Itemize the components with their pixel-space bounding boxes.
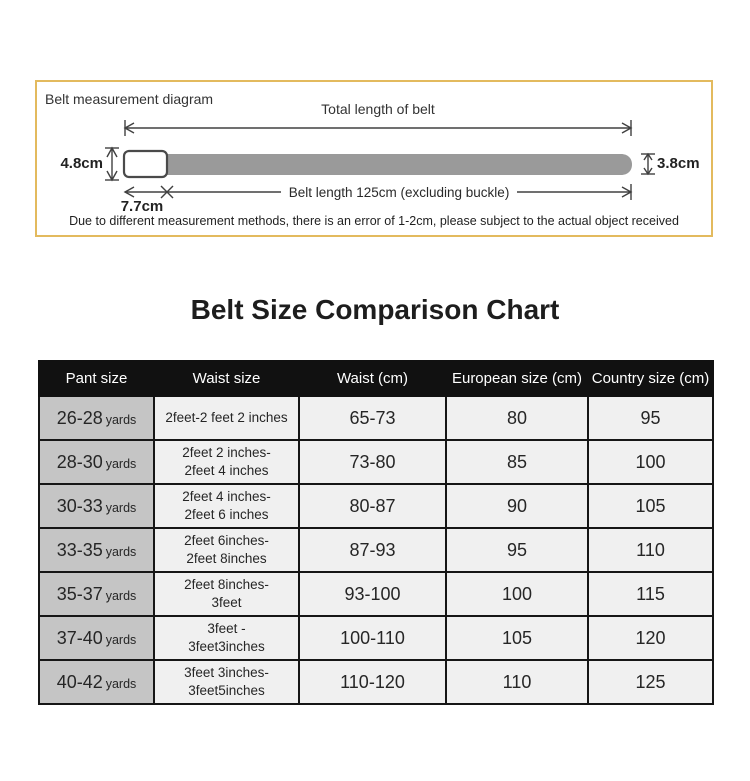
waist-size-cell bbox=[154, 660, 299, 704]
country-size-cell: 100 bbox=[588, 440, 713, 484]
waist-cm-cell: 80-87 bbox=[299, 484, 446, 528]
pant-size-value: 35-37 bbox=[56, 583, 103, 604]
waist-size-line: 3feet3inches bbox=[188, 639, 265, 654]
european-size-cell: 105 bbox=[446, 616, 588, 660]
header-country-size: Country size (cm) bbox=[588, 361, 713, 396]
european-size-cell: 80 bbox=[446, 396, 588, 440]
european-size-cell: 110 bbox=[446, 660, 588, 704]
waist-size-line: 3feet5inches bbox=[188, 683, 265, 698]
pant-size-cell bbox=[39, 616, 154, 660]
pant-size-cell bbox=[39, 440, 154, 484]
european-size-cell: 90 bbox=[446, 484, 588, 528]
belt-strap-shape bbox=[165, 154, 632, 175]
waist-size-cell bbox=[154, 440, 299, 484]
pant-size-unit: yards bbox=[105, 544, 137, 559]
european-size-cell: 95 bbox=[446, 528, 588, 572]
country-size-cell: 125 bbox=[588, 660, 713, 704]
waist-size-line: 3feet 3inches- bbox=[184, 665, 269, 681]
waist-size-line: 2feet 8inches- bbox=[184, 577, 269, 593]
table-row bbox=[39, 484, 713, 528]
size-table-body bbox=[39, 396, 713, 704]
tip-height-arrow bbox=[641, 154, 655, 174]
european-size-cell: 100 bbox=[446, 572, 588, 616]
buckle-height-label: 4.8cm bbox=[60, 155, 103, 172]
pant-size-unit: yards bbox=[105, 632, 137, 647]
waist-size-line: 2feet 6 inches bbox=[184, 507, 269, 522]
buckle-height-arrow bbox=[105, 148, 119, 180]
table-row bbox=[39, 572, 713, 616]
waist-size-line: 2feet 2 inches- bbox=[182, 445, 271, 461]
country-size-cell: 120 bbox=[588, 616, 713, 660]
pant-size-value: 26-28 bbox=[56, 407, 103, 428]
waist-size-line: 3feet bbox=[211, 595, 242, 610]
pant-size-unit: yards bbox=[105, 456, 137, 471]
belt-measurement-diagram-panel bbox=[35, 80, 713, 237]
belt-length-label: Belt length 125cm (excluding buckle) bbox=[281, 185, 518, 200]
waist-cm-cell: 73-80 bbox=[299, 440, 446, 484]
european-size-cell: 85 bbox=[446, 440, 588, 484]
total-length-arrow bbox=[125, 120, 631, 136]
pant-size-cell bbox=[39, 396, 154, 440]
belt-length-label-wrap bbox=[167, 184, 631, 202]
waist-size-line: 2feet 4 inches bbox=[184, 463, 269, 478]
waist-size-cell bbox=[154, 528, 299, 572]
size-comparison-table bbox=[38, 360, 714, 705]
header-waist-cm: Waist (cm) bbox=[299, 361, 446, 396]
pant-size-unit: yards bbox=[105, 412, 137, 427]
buckle-width-label: 7.7cm bbox=[120, 198, 164, 215]
table-header bbox=[39, 361, 713, 396]
table-row bbox=[39, 616, 713, 660]
pant-size-unit: yards bbox=[105, 676, 137, 691]
belt-buckle-shape bbox=[124, 151, 167, 177]
waist-size-cell bbox=[154, 572, 299, 616]
diagram-title: Belt measurement diagram bbox=[45, 91, 214, 107]
country-size-cell: 110 bbox=[588, 528, 713, 572]
waist-size-line: 2feet 4 inches- bbox=[182, 489, 271, 505]
pant-size-cell bbox=[39, 528, 154, 572]
table-row bbox=[39, 660, 713, 704]
pant-size-value: 37-40 bbox=[56, 627, 103, 648]
waist-size-cell bbox=[154, 484, 299, 528]
waist-cm-cell: 93-100 bbox=[299, 572, 446, 616]
pant-size-value: 30-33 bbox=[56, 495, 103, 516]
header-waist-size: Waist size bbox=[154, 361, 299, 396]
tip-height-label: 3.8cm bbox=[657, 155, 700, 172]
waist-size-cell bbox=[154, 396, 299, 440]
table-row bbox=[39, 440, 713, 484]
waist-size-line: 3feet - bbox=[207, 621, 246, 637]
country-size-cell: 115 bbox=[588, 572, 713, 616]
waist-size-cell bbox=[154, 616, 299, 660]
pant-size-value: 33-35 bbox=[56, 539, 103, 560]
pant-size-unit: yards bbox=[105, 588, 137, 603]
total-length-label: Total length of belt bbox=[321, 101, 435, 117]
table-row bbox=[39, 528, 713, 572]
waist-cm-cell: 65-73 bbox=[299, 396, 446, 440]
country-size-cell: 95 bbox=[588, 396, 713, 440]
pant-size-cell bbox=[39, 572, 154, 616]
pant-size-value: 28-30 bbox=[56, 451, 103, 472]
country-size-cell: 105 bbox=[588, 484, 713, 528]
waist-size-line: 2feet 6inches- bbox=[184, 533, 269, 549]
waist-cm-cell: 100-110 bbox=[299, 616, 446, 660]
waist-cm-cell: 87-93 bbox=[299, 528, 446, 572]
header-pant-size: Pant size bbox=[39, 361, 154, 396]
pant-size-cell bbox=[39, 484, 154, 528]
header-european-size: European size (cm) bbox=[446, 361, 588, 396]
pant-size-unit: yards bbox=[105, 500, 137, 515]
page-title: Belt Size Comparison Chart bbox=[190, 294, 560, 325]
waist-size-line: 2feet 8inches bbox=[186, 551, 267, 566]
pant-size-value: 40-42 bbox=[56, 671, 103, 692]
measurement-note: Due to different measurement methods, there is an error of 1-2cm, please subject to the actual object received bbox=[69, 214, 679, 228]
pant-size-cell bbox=[39, 660, 154, 704]
table-row bbox=[39, 396, 713, 440]
waist-cm-cell: 110-120 bbox=[299, 660, 446, 704]
waist-size-line: 2feet-2 feet 2 inches bbox=[165, 410, 288, 426]
